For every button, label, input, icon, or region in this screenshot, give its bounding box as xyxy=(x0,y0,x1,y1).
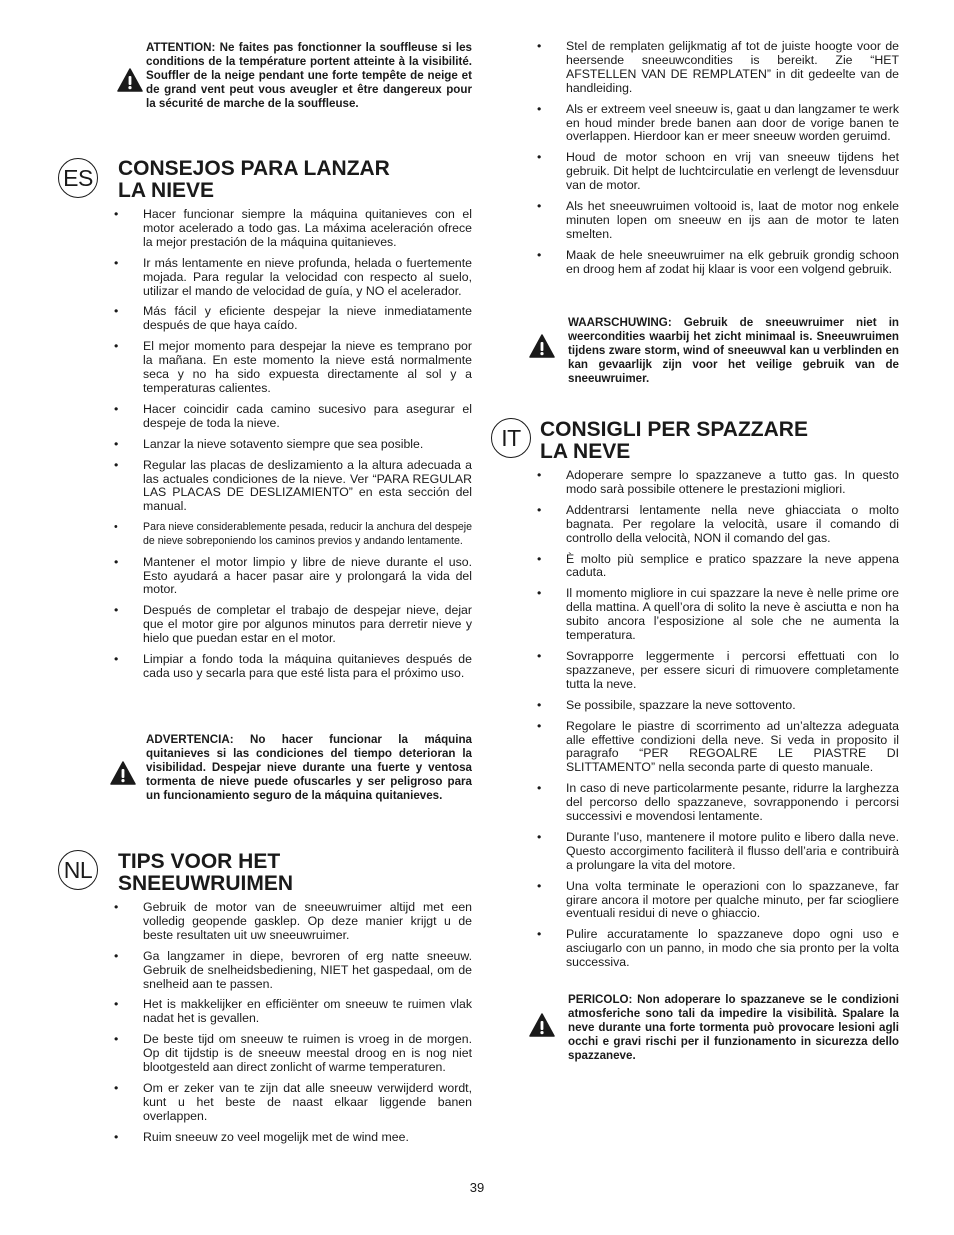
list-item: • Regolare le piastre di scorrimento ad un’altezza adeguata alle effettive condizioni della neve. Si veda in proposito il paragrafo “PER REGOALRE LE PIASTRE DI SLITTAMENTO” nella seconda parte di questo manuale. xyxy=(537,718,899,775)
list-item: • Ruim sneeuw zo veel mogelijk met de wind mee. xyxy=(114,1129,409,1144)
es-tips-list xyxy=(112,208,472,688)
list-item: • Para nieve considerablemente pesada, reducir la anchura del despeje de nieve sobreponiendo los caminos previos y andando lentamente. xyxy=(114,521,472,547)
language-badge-nl: NL xyxy=(58,850,98,890)
list-item: • Una volta terminate le operazioni con lo spazzaneve, far girare ancora il motore per qualche minuto, per far sciogliere eventuali residui di neve o ghiaccio. xyxy=(537,878,899,921)
section-title-nl-line1: TIPS VOOR HET xyxy=(118,850,281,873)
bullet-glyph: • xyxy=(537,927,542,942)
it-warning-text: PERICOLO: Non adoperare lo spazzaneve se le condizioni atmosferiche sono tali da impedire la visibilità. Spalare la neve durante una forte tormenta può provocare lesioni agli occhi e gravi rischi per il funzionamento in sicurezza dello spazzaneve. xyxy=(568,993,899,1062)
bullet-glyph: • xyxy=(114,554,119,569)
list-item: • Gebruik de motor van de sneeuwruimer altijd met een volledig geopende gasklep. Op deze manier krijgt u de beste resultaten uit uw sneeuwruimer. xyxy=(114,900,472,942)
bullet-glyph: • xyxy=(114,948,119,963)
bullet-glyph: • xyxy=(537,697,542,712)
list-item: • Limpiar a fondo toda la máquina quitanieves después de cada uso y secarla para que esté lista para el próximo uso. xyxy=(114,652,472,680)
section-title-it xyxy=(540,419,808,463)
bullet-glyph: • xyxy=(537,502,542,517)
section-title-it-line1: CONSIGLI PER SPAZZARE xyxy=(540,418,808,441)
bullet-glyph: • xyxy=(537,586,542,601)
list-item: • Lanzar la nieve sotavento siempre que sea posible. xyxy=(114,436,424,451)
list-item: • Als het sneeuwruimen voltooid is, laat de motor nog enkele minuten lopen om sneeuw en ijs aan de motor te laten smelten. xyxy=(537,199,899,241)
bullet-glyph: • xyxy=(114,652,119,667)
language-badge-es: ES xyxy=(58,158,98,198)
list-item: • Il momento migliore in cui spazzare la neve è nelle prime ore della mattina. A quell’ora di solito la neve è asciutta e non ha subito ancora l’esposizione al sole che ne aumenta la temperatura. xyxy=(537,586,899,643)
bullet-glyph: • xyxy=(537,781,542,796)
bullet-glyph: • xyxy=(114,521,118,534)
bullet-glyph: • xyxy=(537,718,542,733)
bullet-glyph: • xyxy=(537,878,542,893)
list-item: • Más fácil y eficiente despejar la nieve inmediatamente después de que haya caído. xyxy=(114,304,472,333)
bullet-glyph: • xyxy=(114,900,119,914)
nl-tips-list xyxy=(112,901,472,1152)
bullet-glyph: • xyxy=(114,997,119,1012)
es-warning-text: ADVERTENCIA: No hacer funcionar la máquina quitanieves si las condiciones del tiempo deterioran la visibilidad. Despejar nieve durante una fuerte y ventosa tormenta de nieve puede ofuscarles y ser peligroso para un funcionamiento seguro de la máquina quitanieves. xyxy=(146,733,472,802)
list-item: • Hacer funcionar siempre la máquina quitanieves con el motor acelerado a todo gas. La máxima aceleración ofrece la mejor prestación de la máquina quitanieves. xyxy=(114,207,472,249)
section-title-nl-line2: SNEEUWRUIMEN xyxy=(118,872,294,895)
language-badge-it: IT xyxy=(491,418,531,458)
bullet-glyph: • xyxy=(114,603,119,618)
bullet-glyph: • xyxy=(114,1129,119,1144)
bullet-glyph: • xyxy=(537,648,542,663)
section-title-it-line2: LA NEVE xyxy=(540,440,631,463)
page-number: 39 xyxy=(469,1180,485,1195)
bullet-glyph: • xyxy=(114,401,119,416)
warning-triangle-icon xyxy=(117,68,143,92)
list-item: • De beste tijd om sneeuw te ruimen is vroeg in de morgen. Op dit tijdstip is de sneeuw meestal droog en is nog niet blootgesteld aan direct zonlicht of warme temperaturen. xyxy=(114,1032,472,1075)
list-item: • Addentrarsi lentamente nella neve ghiacciata o molto bagnata. Per regolare la velocità, usare il comando di controllo della velocità, NON il comando del gas. xyxy=(537,502,899,545)
attention-warning-text: ATTENTION: Ne faites pas fonctionner la souffleuse si les conditions de la température portent atteinte à la visibilité. Souffler de la neige pendant une forte tempête de neige et de grand vent peut vous aveugler et être dangereux pour la sécurité de marche de la souffleuse. xyxy=(146,41,472,110)
nl-tips-list-continued xyxy=(535,40,899,284)
list-item: • In caso di neve particolarmente pesante, ridurre la larghezza del percorso dello spazzaneve, sovrapponendo i percorsi successivi e movendosi lentamente. xyxy=(537,781,899,824)
list-item: • È molto più semplice e pratico spazzare la neve appena caduta. xyxy=(537,551,899,580)
bullet-glyph: • xyxy=(114,207,119,221)
bullet-glyph: • xyxy=(537,150,542,165)
list-item: • Se possibile, spazzare la neve sottovento. xyxy=(537,697,796,712)
section-title-es-line1: CONSEJOS PARA LANZAR xyxy=(118,157,390,180)
list-item: • Después de completar el trabajo de despejar nieve, dejar que el motor gire por algunos minutos para derretir nieve y hielo que puedan estar en el motor. xyxy=(114,603,472,646)
list-item: • Durante l’uso, mantenere il motore pulito e libero dalla neve. Questo accorgimento faciliterà il flusso dell’aria e contribuirà a prolungare la vita del motore. xyxy=(537,829,899,872)
bullet-glyph: • xyxy=(114,1080,119,1095)
list-item: • Mantener el motor limpio y libre de nieve durante el uso. Esto ayudará a hacer pasar aire y prolongará la vida del motor. xyxy=(114,554,472,597)
list-item: • Als er extreem veel sneeuw is, gaat u dan langzamer te werk en houd minder brede banen aan door de vorige banen te overlappen. Hierdoor kan er meer sneeuw worden geruimd. xyxy=(537,101,899,144)
list-item: • El mejor momento para despejar la nieve es temprano por la mañana. En este momento la nieve está normalmente seca y no ha sido expuesta directamente al sol y a temperaturas calientes. xyxy=(114,339,472,395)
bullet-glyph: • xyxy=(114,1032,119,1047)
it-tips-list xyxy=(535,469,899,977)
list-item: • Om er zeker van te zijn dat alle sneeuw verwijderd wordt, kunt u het beste de naast elkaar liggende banen overlappen. xyxy=(114,1080,472,1123)
list-item: • Pulire accuratamente lo spazzaneve dopo ogni uso e asciugarlo con un panno, in modo che sia pronto per la volta successiva. xyxy=(537,927,899,970)
bullet-glyph: • xyxy=(537,199,542,214)
bullet-glyph: • xyxy=(114,436,119,451)
list-item: • Houd de motor schoon en vrij van sneeuw tijdens het gebruik. Dit helpt de luchtcirculatie en verlengt de levensduur van de motor. xyxy=(537,150,899,193)
section-title-nl xyxy=(118,851,293,895)
bullet-glyph: • xyxy=(114,457,119,472)
warning-triangle-icon xyxy=(529,1013,555,1037)
section-title-es-line2: LA NIEVE xyxy=(118,179,215,202)
list-item: • Het is makkelijker en efficiënter om sneeuw te ruimen vlak nadat het is gevallen. xyxy=(114,997,472,1026)
list-item: • Adoperare sempre lo spazzaneve a tutto gas. In questo modo sarà possibile ottenere le prestazioni migliori. xyxy=(537,468,899,496)
bullet-glyph: • xyxy=(537,39,542,53)
bullet-glyph: • xyxy=(114,304,119,319)
nl-warning-text: WAARSCHUWING: Gebruik de sneeuwruimer niet in weercondities waarbij het zicht minimaal is. Sneeuwruimen tijdens zware storm, wind of sneeuwval kan u verblinden en kan gevaarlijk zijn voor het veilige gebruik van de sneeuwruimer. xyxy=(568,316,899,385)
section-title-es xyxy=(118,158,390,202)
bullet-glyph: • xyxy=(114,255,119,270)
warning-triangle-icon xyxy=(110,761,136,785)
bullet-glyph: • xyxy=(537,247,542,262)
list-item: • Stel de remplaten gelijkmatig af tot de juiste hoogte voor de heersende sneeuwcondities is bereikt. Zie “HET AFSTELLEN VAN DE REMPLATEN” in dit gedeelte van de handleiding. xyxy=(537,39,899,95)
bullet-glyph: • xyxy=(537,829,542,844)
list-item: • Hacer coincidir cada camino sucesivo para asegurar el despeje de toda la nieve. xyxy=(114,401,472,430)
list-item: • Maak de hele sneeuwruimer na elk gebruik grondig schoon en droog hem af zodat hij klaar is voor een volgend gebruik. xyxy=(537,247,899,276)
bullet-glyph: • xyxy=(537,551,542,566)
list-item: • Ir más lentamente en nieve profunda, helada o fuertemente mojada. Para regular la velocidad con respecto al suelo, utilizar el mando de velocidad de guía, y NO el acelerador. xyxy=(114,255,472,298)
bullet-glyph: • xyxy=(114,339,119,354)
list-item: • Regular las placas de deslizamiento a la altura adecuada a las actuales condiciones de la nieve. Ver “PARA REGULAR LAS PLACAS DE DESLIZAMIENTO” en esta sección del manual. xyxy=(114,457,472,514)
list-item: • Sovrapporre leggermente i percorsi effettuati con lo spazzaneve, per essere sicuri di rimuovere completamente tutta la neve. xyxy=(537,648,899,691)
bullet-glyph: • xyxy=(537,468,542,482)
bullet-glyph: • xyxy=(537,101,542,116)
warning-triangle-icon xyxy=(529,334,555,358)
list-item: • Ga langzamer in diepe, bevroren of erg natte sneeuw. Gebruik de snelheidsbediening, NIET het gaspedaal, om de snelheid aan te passen. xyxy=(114,948,472,991)
